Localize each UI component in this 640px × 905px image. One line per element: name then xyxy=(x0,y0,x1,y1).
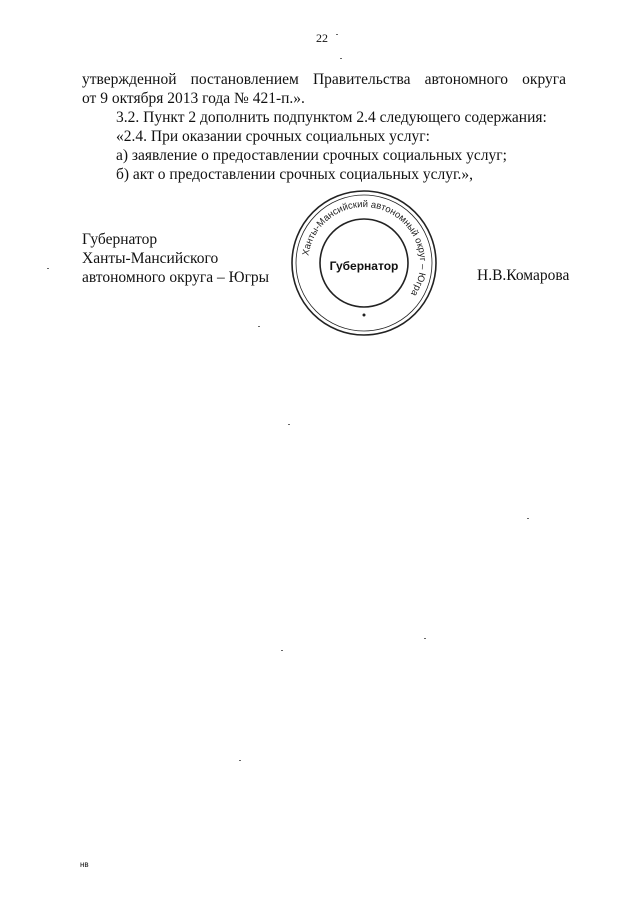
scan-speck xyxy=(258,326,260,327)
scan-speck xyxy=(527,518,529,519)
seal-dot xyxy=(363,314,366,317)
scan-speck xyxy=(336,34,338,35)
signatory-title xyxy=(82,230,269,287)
signatory-title-line: Губернатор xyxy=(82,231,158,248)
seal-ring-text xyxy=(300,199,428,299)
paragraph-line: б) акт о предоставлении срочных социальных услуг.», xyxy=(116,166,474,183)
scan-speck xyxy=(281,650,283,651)
signatory-name: Н.В.Комарова xyxy=(477,267,570,284)
paragraph-line: а) заявление о предоставлении срочных социальных услуг; xyxy=(116,147,507,164)
scan-speck xyxy=(239,760,241,761)
paragraph-line: 3.2. Пункт 2 дополнить подпунктом 2.4 следующего содержания: xyxy=(116,109,547,126)
page-number: 22 xyxy=(316,31,328,45)
signatory-title-line: Ханты-Мансийского xyxy=(82,250,219,267)
scan-speck xyxy=(340,58,342,59)
scan-speck xyxy=(47,268,49,269)
footer-initials: нв xyxy=(80,860,89,869)
paragraph-line: утвержденной постановлением Правительства автономного округа xyxy=(82,71,566,88)
body-text-block xyxy=(82,70,566,184)
signatory-title-line: автономного округа – Югры xyxy=(82,269,270,286)
official-seal xyxy=(289,188,439,338)
paragraph-line: от 9 октября 2013 года № 421-п.». xyxy=(82,90,305,107)
scan-speck xyxy=(424,638,426,639)
paragraph-line: «2.4. При оказании срочных социальных услуг: xyxy=(116,128,430,145)
scan-speck xyxy=(288,424,290,425)
seal-ring-textpath: Ханты-Мансийский автономный округ – Югра xyxy=(300,198,429,298)
seal-center-text: Губернатор xyxy=(329,259,399,273)
